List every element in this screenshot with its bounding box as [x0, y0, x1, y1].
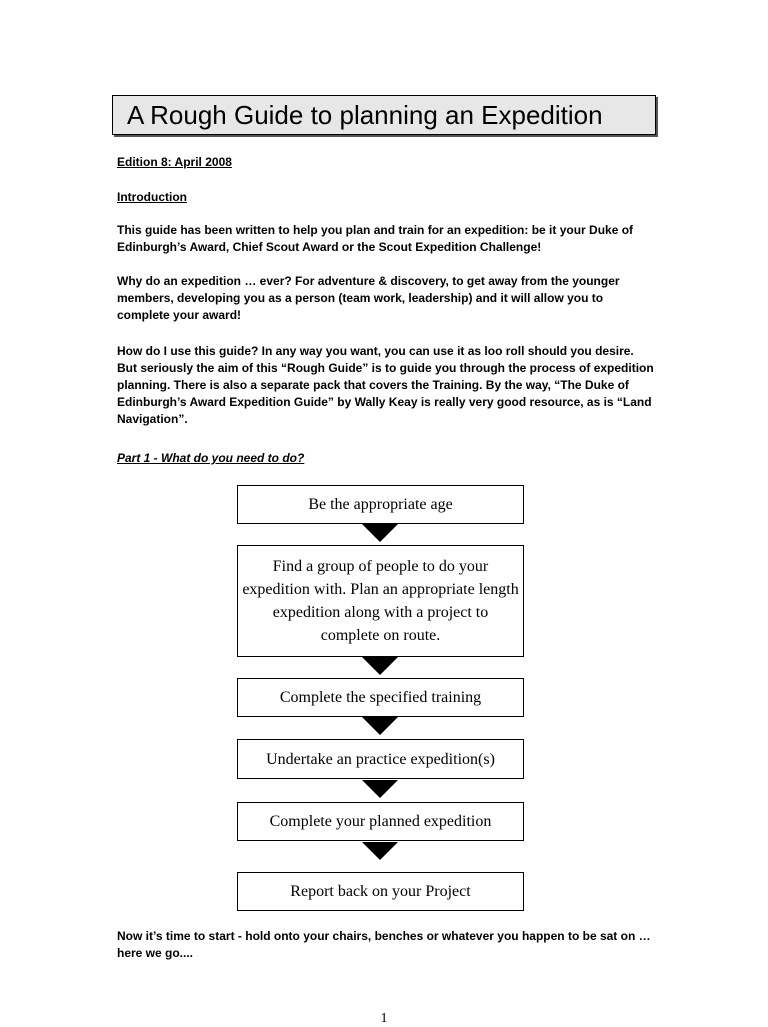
intro-heading: Introduction — [117, 190, 187, 204]
flow-step-2 — [237, 545, 524, 657]
flow-step-label: Undertake an practice expedition(s) — [266, 750, 495, 768]
how-answer: In any way you want, you can use it as loo roll should you desire. But seriously the aim of this “Rough Guide” is to guide you through the process of expedition planning. There is also a separate pack that covers the Training. By the way, “The Duke of Edinburgh’s Award Expedition Guide” by Wally Keay is really very good resource, as is “Land Navigation”. — [117, 344, 654, 426]
intro-paragraph: This guide has been written to help you plan and train for an expedition: be it your Duke of Edinburgh’s Award, Chief Scout Award or the Scout Expedition Challenge! — [117, 223, 634, 254]
title-box — [112, 95, 656, 135]
why-paragraph — [117, 273, 657, 324]
flow-step-1 — [237, 485, 524, 524]
why-answer: For adventure & discovery, to get away from the younger members, developing you as a person (team work, leadership) and it will allow you to complete your award! — [117, 274, 620, 322]
flow-step-label: Be the appropriate age — [308, 496, 453, 513]
flow-step-5 — [237, 802, 524, 841]
page-number: 1 — [380, 1011, 388, 1026]
flow-step-3 — [237, 678, 524, 717]
down-arrow-icon — [362, 780, 398, 798]
how-paragraph — [117, 343, 657, 428]
page-title: A Rough Guide to planning an Expedition — [127, 99, 603, 130]
how-question: How do I use this guide? — [117, 344, 259, 358]
flow-step-label: Find a group of people to do your expedition with. Plan an appropriate length expedition along with a project to complete on route. — [242, 558, 519, 644]
down-arrow-icon — [362, 842, 398, 860]
flow-step-label: Report back on your Project — [290, 883, 471, 900]
part1-heading: Part 1 - What do you need to do? — [117, 451, 305, 465]
flow-step-label: Complete your planned expedition — [269, 813, 492, 830]
edition-line: Edition 8: April 2008 — [117, 155, 232, 169]
why-question: Why do an expedition … ever? — [117, 274, 292, 288]
down-arrow-icon — [362, 657, 398, 675]
closing-paragraph: Now it’s time to start - hold onto your chairs, benches or whatever you happen to be sat on … here we go.... — [117, 929, 651, 960]
flow-step-6 — [237, 872, 524, 911]
flow-step-label: Complete the specified training — [279, 689, 482, 706]
flow-step-4 — [237, 739, 524, 779]
down-arrow-icon — [362, 524, 398, 542]
down-arrow-icon — [362, 717, 398, 735]
